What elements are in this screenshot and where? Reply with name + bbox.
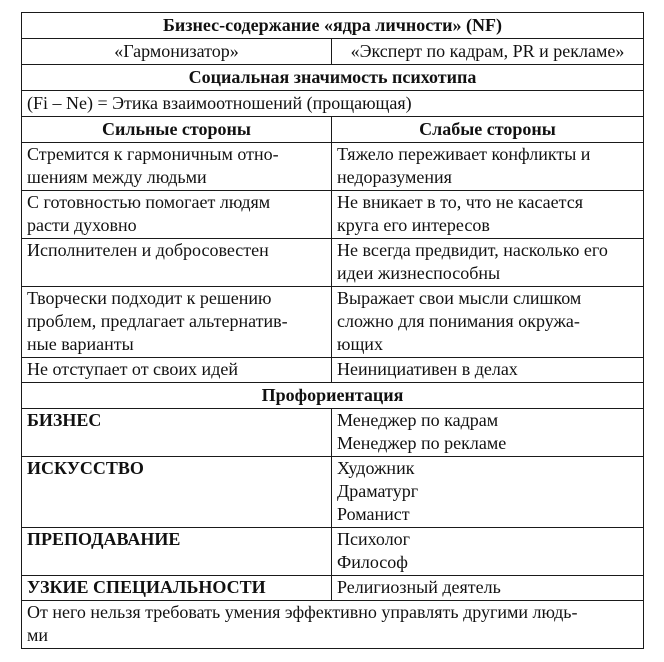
strengths-weaknesses-header-row xyxy=(22,117,644,143)
type-name-right: «Эксперт по кадрам, PR и рекламе» xyxy=(332,39,644,65)
strength-cell: С готовностью помогает людям расти духовно xyxy=(22,191,332,239)
career-row xyxy=(22,576,644,601)
career-heading-row xyxy=(22,383,644,409)
career-field: ПРЕПОДАВАНИЕ xyxy=(22,528,332,576)
weaknesses-header: Слабые стороны xyxy=(332,117,644,143)
strength-cell: Стремится к гармоничным отно- шениям между людьми xyxy=(22,143,332,191)
footer-note-row xyxy=(22,601,644,649)
weakness-cell: Не вникает в то, что не касается круга его интересов xyxy=(332,191,644,239)
strength-weakness-row xyxy=(22,358,644,383)
social-significance-description: (Fi – Ne) = Этика взаимоотношений (прощающая) xyxy=(22,91,644,117)
career-professions: Религиозный деятель xyxy=(332,576,644,601)
career-row xyxy=(22,409,644,457)
strength-weakness-row xyxy=(22,287,644,358)
career-professions: Художник Драматург Романист xyxy=(332,457,644,528)
career-field: УЗКИЕ СПЕЦИАЛЬНОСТИ xyxy=(22,576,332,601)
social-significance-heading-row xyxy=(22,65,644,91)
career-professions: Менеджер по кадрам Менеджер по рекламе xyxy=(332,409,644,457)
strength-weakness-row xyxy=(22,239,644,287)
career-heading: Профориентация xyxy=(22,383,644,409)
career-field: БИЗНЕС xyxy=(22,409,332,457)
footer-note: От него нельзя требовать умения эффективно управлять другими людь- ми xyxy=(22,601,644,649)
strength-cell: Исполнителен и добросовестен xyxy=(22,239,332,287)
strength-weakness-row xyxy=(22,191,644,239)
weakness-cell: Тяжело переживает конфликты и недоразумения xyxy=(332,143,644,191)
strength-cell: Творчески подходит к решению проблем, предлагает альтернатив- ные варианты xyxy=(22,287,332,358)
weakness-cell: Выражает свои мысли слишком сложно для понимания окружа- ющих xyxy=(332,287,644,358)
type-name-left: «Гармонизатор» xyxy=(22,39,332,65)
type-names-row xyxy=(22,39,644,65)
career-row xyxy=(22,457,644,528)
weakness-cell: Неинициативен в делах xyxy=(332,358,644,383)
title-row xyxy=(22,13,644,39)
weakness-cell: Не всегда предвидит, насколько его идеи жизнеспособны xyxy=(332,239,644,287)
strength-weakness-row xyxy=(22,143,644,191)
career-field: ИСКУССТВО xyxy=(22,457,332,528)
strength-cell: Не отступает от своих идей xyxy=(22,358,332,383)
social-significance-heading: Социальная значимость психотипа xyxy=(22,65,644,91)
table-title: Бизнес-содержание «ядра личности» (NF) xyxy=(22,13,644,39)
social-significance-description-row xyxy=(22,91,644,117)
strengths-header: Сильные стороны xyxy=(22,117,332,143)
career-professions: Психолог Философ xyxy=(332,528,644,576)
career-row xyxy=(22,528,644,576)
psychotype-table xyxy=(21,12,644,649)
